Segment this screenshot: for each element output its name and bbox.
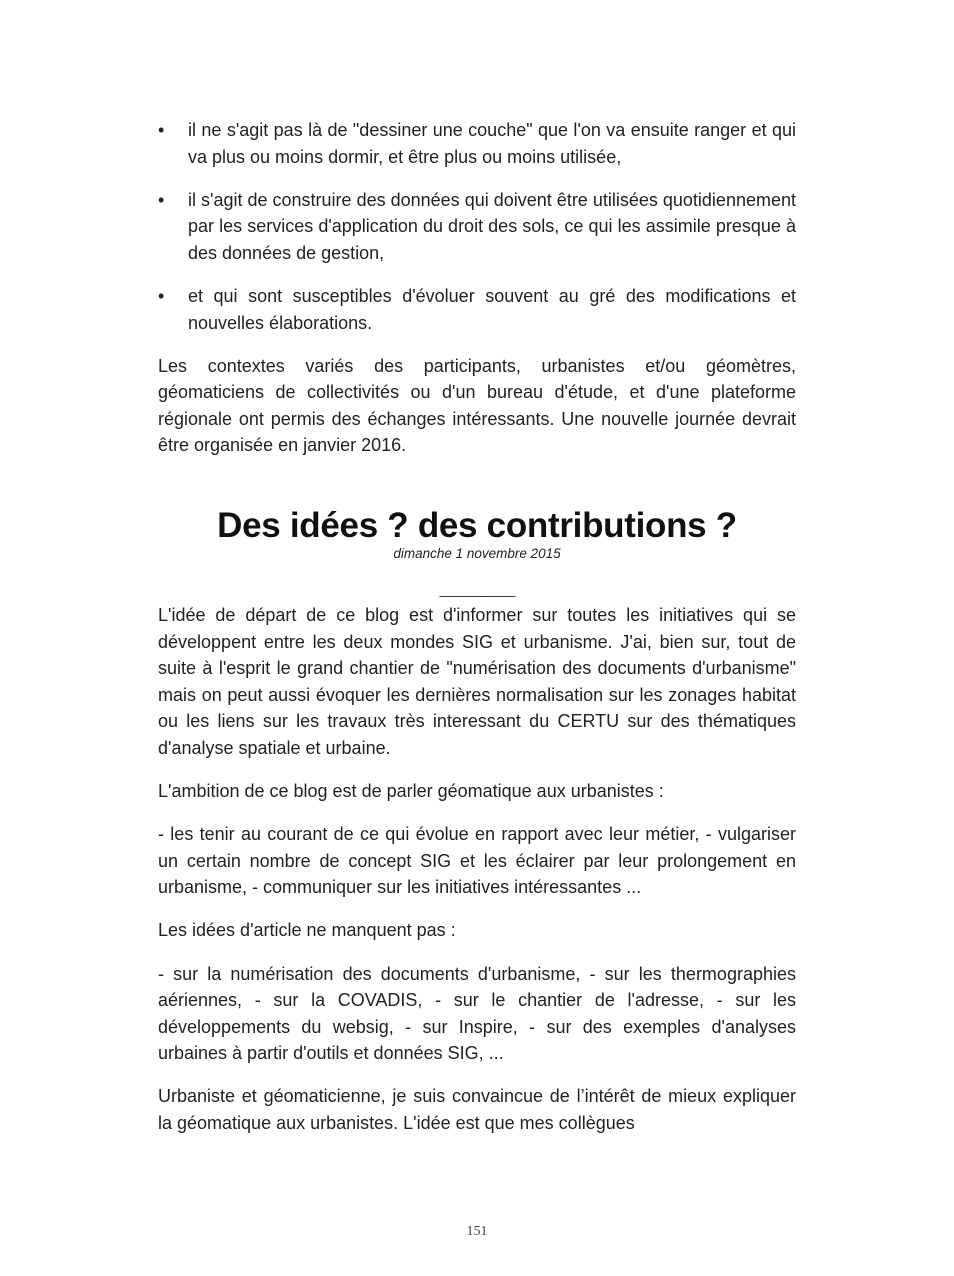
body-paragraph: - sur la numérisation des documents d'urbanisme, - sur les thermographies aériennes, - sur la COVADIS, - sur le chantier de l'adresse, - sur les développements du websig, - sur Inspire, - sur des exemples d'analyses urbaines à partir d'outils et données SIG, ... [158, 963, 796, 1064]
bullet-text: il ne s'agit pas là de "dessiner une couche" que l'on va ensuite ranger et qui va plus ou moins dormir, et être plus ou moins utilisée, [188, 120, 796, 167]
page-content [158, 117, 796, 1153]
separator-line: ___________ [439, 581, 515, 598]
page-number: 151 [466, 1224, 488, 1239]
bullet-text: et qui sont susceptibles d'évoluer souvent au gré des modifications et nouvelles élaborations. [188, 285, 796, 333]
bullet-text: il s'agit de construire des données qui doivent être utilisées quotidiennement par les services d'application du droit des sols, ce qui les assimile presque à des données de gestion, [188, 189, 796, 263]
bullet-item [158, 117, 796, 170]
post-date: dimanche 1 novembre 2015 [393, 546, 561, 562]
bullet-icon: • [158, 285, 165, 306]
bullet-item [158, 283, 796, 336]
body-paragraph: L'ambition de ce blog est de parler géomatique aux urbanistes : [158, 781, 664, 802]
body-paragraph: L'idée de départ de ce blog est d'informer sur toutes les initiatives qui se développent entre les deux mondes SIG et urbanisme. J'ai, bien sur, tout de suite à l'esprit le grand chantier de "numérisation des documents d'urbanisme" mais on peut aussi évoquer les dernières normalisation sur les zonages habitat ou les liens sur les travaux très interessant du CERTU sur des thématiques d'analyse spatiale et urbaine. [158, 605, 796, 758]
body-paragraph: Urbaniste et géomaticienne, je suis convaincue de l’intérêt de mieux expliquer la géomatique aux urbanistes. L'idée est que mes collègues [158, 1086, 796, 1134]
body-paragraph: Les idées d'article ne manquent pas : [158, 920, 456, 941]
bullet-item [158, 187, 796, 267]
intro-paragraph: Les contextes variés des participants, urbanistes et/ou géomètres, géomaticiens de collectivités ou d'un bureau d'étude, et d'une plateforme régionale ont permis des échanges intéressants. Une nouvelle journée devrait être organisée en janvier 2016. [158, 355, 796, 456]
bullet-icon: • [158, 120, 165, 140]
section-title: Des idées ? des contributions ? [217, 506, 737, 546]
body-paragraph: - les tenir au courant de ce qui évolue en rapport avec leur métier, - vulgariser un certain nombre de concept SIG et les éclairer par leur prolongement en urbanisme, - communiquer sur les initiatives intéressantes ... [158, 824, 796, 898]
bullet-icon: • [158, 189, 165, 210]
bullet-list [158, 117, 796, 336]
